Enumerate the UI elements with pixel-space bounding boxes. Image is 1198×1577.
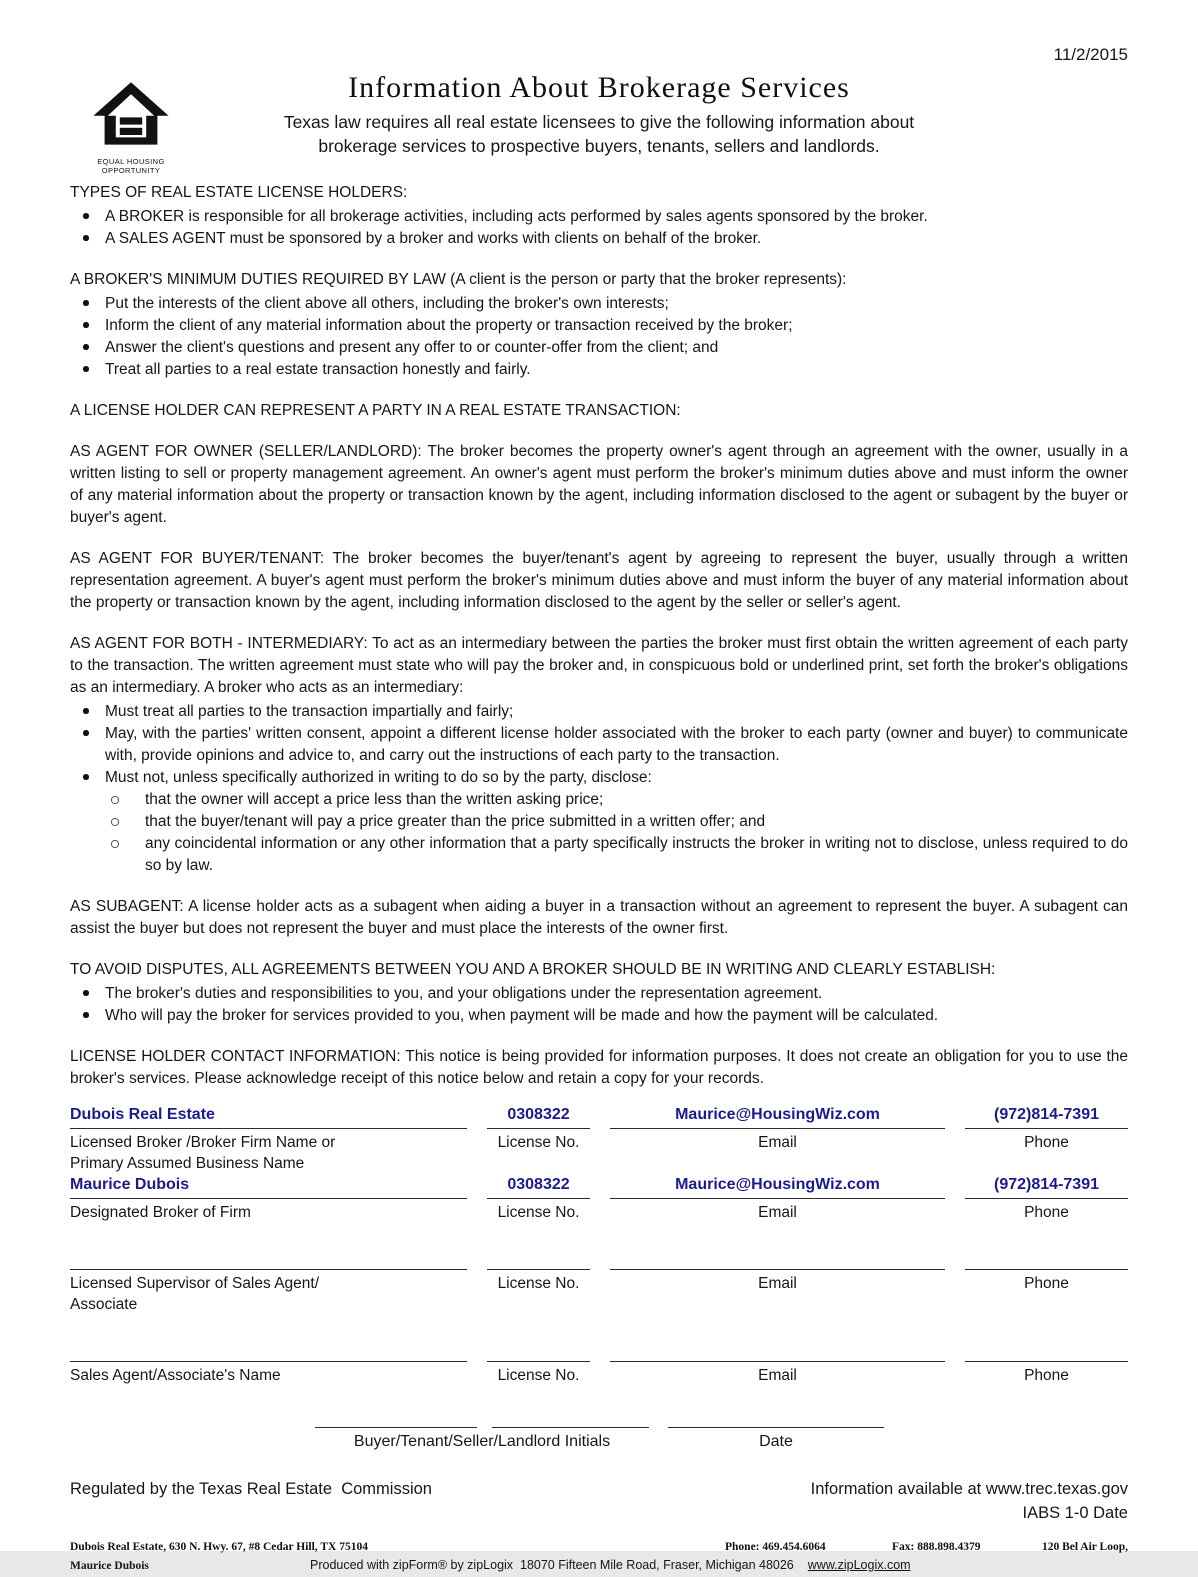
duties-heading: A BROKER'S MINIMUM DUTIES REQUIRED BY LAW (A client is the person or party that the broker represents): [70,271,847,288]
initials-field-2[interactable] [492,1426,649,1428]
logo-caption-line1: EQUAL HOUSING [97,157,165,166]
section-agent-for-both [70,633,1128,877]
section-contact-information: LICENSE HOLDER CONTACT INFORMATION: This notice is being provided for information purposes. It does not create an obligation for you to use the broker's services. Please acknowledge receipt of this notice below and retain a copy for your records. [70,1048,1128,1087]
designated-broker-license-field[interactable]: 0308322 [487,1174,590,1199]
avoid-disputes-bullet-1: The broker's duties and responsibilities to you, and your obligations under the representation agreement. [70,983,1128,1005]
designated-broker-license-label: License No. [497,1204,580,1221]
intermediary-bullet-1: Must treat all parties to the transaction impartially and fairly; [70,701,1128,723]
designated-broker-email-field[interactable]: Maurice@HousingWiz.com [610,1174,945,1199]
form-header [70,70,1128,175]
designated-broker-labels [70,1199,1128,1223]
footer-agent-name: Maurice Dubois [70,1560,149,1572]
duties-bullet-list [70,293,1128,381]
logo-caption-line2: OPPORTUNITY [101,166,161,175]
sales-agent-name-label [70,1362,467,1386]
subtitle-line-2: brokerage services to prospective buyers, tenants, sellers and landlords. [318,136,880,156]
broker-firm-license-field[interactable]: 0308322 [487,1104,590,1129]
broker-firm-labels [70,1129,1128,1174]
supervisor-license-label: License No. [497,1275,580,1292]
designated-broker-phone-label: Phone [1024,1204,1069,1221]
designated-broker-name-field[interactable]: Maurice Dubois [70,1174,467,1199]
sales-agent-license-label: License No. [497,1367,580,1384]
subtitle-line-1: Texas law requires all real estate licensees to give the following information about [283,112,915,132]
broker-firm-row [70,1104,1128,1129]
initials-field-1[interactable] [315,1426,477,1428]
equal-housing-house-icon [91,80,171,150]
intermediary-bullet-2: May, with the parties' written consent, appoint a different license holder associated with the broker to each party (owner and buyer) to communicate with, provide opinions and advice to, and carry out the instructions of each party to the transaction. [70,723,1128,767]
avoid-disputes-bullet-2: Who will pay the broker for services provided to you, when payment will be made and how the payment will be calculated. [70,1005,1128,1027]
broker-firm-name-label-line2: Primary Assumed Business Name [70,1155,305,1172]
duties-bullet-1: Put the interests of the client above all others, including the broker's own interests; [70,293,1128,315]
office-phone: Phone: 469.454.6064 [725,1541,826,1553]
sales-agent-email-label: Email [758,1367,797,1384]
equal-housing-caption [88,157,174,175]
intermediary-bullet-3: Must not, unless specifically authorized in writing to do so by the party, disclose: [70,767,1128,789]
broker-firm-name-field[interactable]: Dubois Real Estate [70,1104,467,1129]
supervisor-name-label-line1: Licensed Supervisor of Sales Agent/ [70,1275,320,1292]
initials-label: Buyer/Tenant/Seller/Landlord Initials [353,1433,611,1450]
section-license-holder-types [70,182,1128,250]
sales-agent-labels [70,1362,1128,1386]
produced-by-text [310,1554,911,1576]
supervisor-name-label-line2: Associate [70,1296,138,1313]
produced-footer-row [70,1554,1128,1572]
designated-broker-row [70,1174,1128,1199]
avoid-disputes-heading: TO AVOID DISPUTES, ALL AGREEMENTS BETWEEN YOU AND A BROKER SHOULD BE IN WRITING AND CLEARLY ESTABLISH: [70,961,996,978]
designated-broker-email-label: Email [758,1204,797,1221]
supervisor-row [70,1245,1128,1270]
signature-date-label: Date [759,1433,793,1450]
designated-broker-name-label-line1: Designated Broker of Firm [70,1204,251,1221]
section-subagent: AS SUBAGENT: A license holder acts as a subagent when aiding a buyer in a transaction without an agreement to represent the buyer. A subagent can assist the buyer but does not represent the buyer and must place the interests of the owner first. [70,898,1128,937]
disclosure-sub-bullet-list [70,789,1128,877]
trec-info-link[interactable]: Information available at www.trec.texas.gov [810,1480,1128,1498]
supervisor-email-field[interactable] [610,1245,945,1270]
designated-broker-name-label [70,1199,467,1223]
duties-bullet-3: Answer the client's questions and present any offer to or counter-offer from the client; and [70,337,1128,359]
office-fax: Fax: 888.898.4379 [892,1541,981,1553]
section-agent-for-buyer: AS AGENT FOR BUYER/TENANT: The broker becomes the buyer/tenant's agent by agreeing to represent the buyer, usually through a written representation agreement. A buyer's agent must perform the broker's minimum duties above and must inform the buyer of any material information about the property or transaction known by the agent, including information disclosed to the agent by the seller or seller's agent. [70,550,1128,611]
document-date: 11/2/2015 [1053,45,1128,64]
duties-bullet-4: Treat all parties to a real estate transaction honestly and fairly. [70,359,1128,381]
signature-date-field[interactable] [668,1426,884,1428]
avoid-disputes-bullet-list [70,983,1128,1027]
office-address: Dubois Real Estate, 630 N. Hwy. 67, #8 Cedar Hill, TX 75104 [70,1541,368,1553]
types-heading: TYPES OF REAL ESTATE LICENSE HOLDERS: [70,184,408,201]
section-represent-heading [70,400,1128,422]
types-bullet-list [70,206,1128,250]
supervisor-email-label: Email [758,1275,797,1292]
broker-firm-email-label: Email [758,1134,797,1151]
form-code: IABS 1-0 Date [1022,1504,1128,1522]
supervisor-license-field[interactable] [487,1245,590,1270]
types-bullet-broker: A BROKER is responsible for all brokerage activities, including acts performed by sales agents sponsored by the broker. [70,206,1128,228]
disclosure-sub-bullet-3: any coincidental information or any other information that a party specifically instructs the broker in writing not to disclose, unless required to do so by law. [70,833,1128,877]
supervisor-phone-label: Phone [1024,1275,1069,1292]
represent-heading: A LICENSE HOLDER CAN REPRESENT A PARTY IN A REAL ESTATE TRANSACTION: [70,402,681,419]
supervisor-name-field[interactable] [70,1245,467,1270]
license-holder-contact-table [70,1104,1128,1386]
regulation-row [70,1478,1128,1500]
supervisor-name-label [70,1270,467,1315]
sales-agent-name-label-line1: Sales Agent/Associate's Name [70,1367,281,1384]
regulated-by-text: Regulated by the Texas Real Estate Commission [70,1480,432,1498]
office-footer-row [70,1534,1128,1552]
sales-agent-phone-label: Phone [1024,1367,1069,1384]
section-broker-duties [70,269,1128,381]
broker-firm-email-field[interactable]: Maurice@HousingWiz.com [610,1104,945,1129]
section-agent-for-owner: AS AGENT FOR OWNER (SELLER/LANDLORD): The broker becomes the property owner's agent through an agreement with the owner, usually in a written listing to sell or property management agreement. An owner's agent must perform the broker's minimum duties above and must inform the owner of any material information about the property or transaction known by the agent, including information disclosed to the agent or subagent by the buyer or buyer's agent. [70,443,1128,526]
sales-agent-phone-field[interactable] [965,1337,1128,1362]
types-bullet-sales-agent: A SALES AGENT must be sponsored by a broker and works with clients on behalf of the broker. [70,228,1128,250]
signature-section [70,1410,1128,1462]
ziplogix-produced-text: Produced with zipForm® by zipLogix 18070 Fifteen Mile Road, Fraser, Michigan 48026 [310,1558,794,1572]
sales-agent-name-field[interactable] [70,1337,467,1362]
broker-firm-license-label: License No. [497,1134,580,1151]
sales-agent-row [70,1337,1128,1362]
supervisor-labels [70,1270,1128,1315]
duties-bullet-2: Inform the client of any material information about the property or transaction received by the broker; [70,315,1128,337]
sales-agent-license-field[interactable] [487,1337,590,1362]
form-subtitle [70,110,1128,158]
broker-firm-name-label-line1: Licensed Broker /Broker Firm Name or [70,1134,336,1151]
broker-firm-phone-label: Phone [1024,1134,1069,1151]
form-title: Information About Brokerage Services [348,71,850,104]
intermediary-bullet-list [70,701,1128,789]
equal-housing-logo [88,80,174,175]
disclosure-sub-bullet-2: that the buyer/tenant will pay a price greater than the price submitted in a written offer; and [70,811,1128,833]
office-address-extra: 120 Bel Air Loop, [1041,1541,1128,1553]
sales-agent-email-field[interactable] [610,1337,945,1362]
disclosure-sub-bullet-1: that the owner will accept a price less than the written asking price; [70,789,1128,811]
intermediary-paragraph: AS AGENT FOR BOTH - INTERMEDIARY: To act as an intermediary between the parties the broker must first obtain the written agreement of each party to the transaction. The written agreement must state who will pay the broker and, in conspicuous bold or underlined print, set forth the broker's obligations as an intermediary. A broker who acts as an intermediary: [70,635,1128,696]
broker-firm-name-label [70,1129,467,1174]
ziplogix-link[interactable]: www.zipLogix.com [807,1558,911,1572]
supervisor-phone-field[interactable] [965,1245,1128,1270]
section-avoid-disputes [70,959,1128,1027]
broker-firm-phone-field[interactable]: (972)814-7391 [965,1104,1128,1129]
designated-broker-phone-field[interactable]: (972)814-7391 [965,1174,1128,1199]
